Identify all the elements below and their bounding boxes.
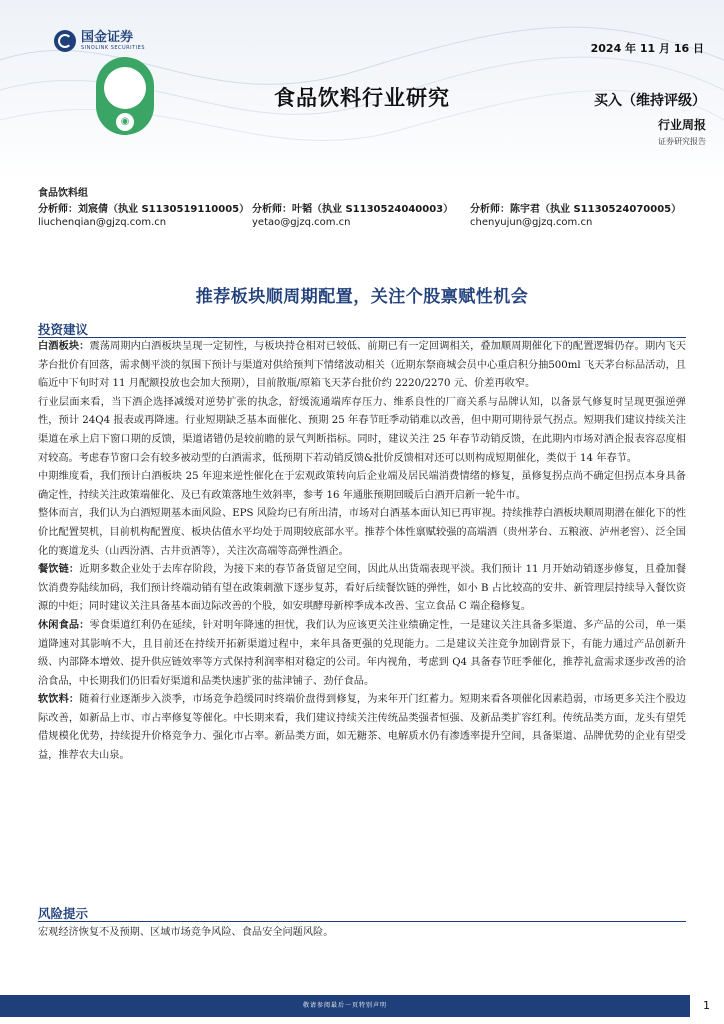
logo-mark-icon — [54, 30, 76, 52]
section-divider-risk — [38, 921, 686, 922]
report-category: 食品饮料行业研究 — [274, 86, 450, 110]
analyst-group: 食品饮料组 — [38, 188, 88, 199]
analyst-name-2: 分析师：叶韬（执业 S1130524040003） — [252, 204, 454, 215]
company-logo — [54, 30, 145, 52]
analyst-email-1[interactable]: liuchenqian@gjzq.com.cn — [38, 217, 167, 228]
logo-name-en: SINOLINK SECURITIES — [81, 44, 145, 51]
investment-rating: 买入（维持评级） — [594, 93, 706, 109]
section-heading-risk: 风险提示 — [38, 906, 89, 921]
investment-body — [38, 338, 686, 766]
analyst-email-3[interactable]: chenyujun@gjzq.com.cn — [470, 217, 593, 228]
report-title: 推荐板块顺周期配置，关注个股禀赋性机会 — [195, 287, 529, 307]
page-number: 1 — [703, 999, 710, 1012]
paragraph-industry: 行业层面来看，当下酒企选择减缓对逆势扩张的执念，舒缓流通端库存压力、维系良性的厂商关系与品牌认知，以备景气修复时呈现更强逆弹性，预计 24Q4 报表或再降速。行业短期缺乏基本面催化、预期 25 年春节旺季动销难以改善，但中期可期待景气拐点。短期我们建议持续关注渠道在承上启下窗口期的反馈，渠道诸错仍是较前瞻的景气判断指标。同时，建议关注 25 年春节动销反馈，在此期内市场对酒企报表容忍度相对较高。考虑春节窗口会有较多被动型的白酒需求，低预期下若动销反馈&批价反馈相对还可以则构成短期催化，类似于 14 年春节。 — [38, 396, 686, 464]
report-subtype: 证券研究报告 — [658, 137, 706, 146]
paragraph-midterm: 中期维度看，我们预计白酒板块 25 年迎来逆性催化在于宏观政策转向后企业端及居民端消费情绪的修复，虽修复拐点尚不确定但拐点本身具备确定性，持续关注政策端催化、及已有政策落地生效斜率，参考 16 年通胀预期回暖后白酒开启新一轮牛市。 — [38, 471, 686, 501]
paragraph-overall: 整体而言，我们认为白酒短期基本面风险、EPS 风险均已有所出清，市场对白酒基本面认知已再审视。持续推荐白酒板块顺周期潜在催化下的性价比配置契机，目前机构配置度、板块估值水平均处于周期较底部水平。推荐个体性禀赋较强的高端酒（贵州茅台、五粮液、泸州老窖）、泛全国化的赛道龙头（山西汾酒、古井贡酒等），关注次高端等高弹性酒企。 — [38, 508, 686, 557]
analyst-name-3: 分析师：陈宇君（执业 S1130524070005） — [470, 204, 682, 215]
analyst-email-2[interactable]: yetao@gjzq.com.cn — [252, 217, 351, 228]
paragraph-soft-drinks: 软饮料：随着行业逐渐步入淡季，市场竞争趋缓同时终端价盘得到修复，为来年开门红蓄力。短期来看各项催化因素趋弱，市场更多关注个股边际改善，如新品上市、市占率修复等催化。中长期来看，我们建议持续关注传统品类强者恒强、及新品类扩容红利。传统品类方面，龙头有望凭借规模化优势，持续提升价格竞争力、强化市占率。新品类方面，如无糖茶、电解质水仍有渗透率提升空间，具备渠道、品牌优势的企业有望受益，推荐农夫山泉。 — [38, 694, 687, 762]
logo-name-cn: 国金证券 — [81, 29, 134, 45]
section-heading-investment: 投资建议 — [38, 322, 89, 337]
analyst-name-1: 分析师：刘宸倩（执业 S1130519110005） — [38, 204, 250, 215]
wechat-icon: ◉ — [116, 113, 134, 131]
paragraph-baijiu: 白酒板块：震荡周期内白酒板块呈现一定韧性，与板块持仓相对已较低、前期已有一定回调相关，叠加顺周期催化下的配置逻辑仍存。期内飞天茅台批价有回落，需求侧平淡的氛围下预计与渠道对供给预判下情绪波动相关（近期东祭商城会员中心重启积分抽500ml 飞天茅台标品活动，且临近中下旬时对 11 月配额投放也会加大预期），目前散瓶/原箱飞天茅台批价约 2220/2270 元、价差再收窄。 — [38, 341, 686, 390]
risk-text: 宏观经济恢复不及预期、区域市场竞争风险、食品安全问题风险。 — [38, 927, 334, 938]
paragraph-catering: 餐饮链：近期多数企业处于去库存阶段，为接下来的春节备货留足空间，因此从出货端表现平淡。我们预计 11 月开始动销逐步修复，且叠加餐饮消费券陆续加码，我们预计终端动销有望在政策刺激下逐步复苏，看好后续餐饮链的弹性，如小 B 占比较高的安井、新管理层持续导入餐饮资源的中炬；同时建议关注具备基本面边际改善的个股，如安琪酵母新榨季成本改善、宝立食品 C 端企稳修复。 — [38, 564, 687, 613]
footer-disclaimer: 敬请参阅最后一页特别声明 — [0, 995, 690, 1017]
paragraph-snacks: 休闲食品：零食渠道红利仍在延续，针对明年降速的担忧，我们认为应该更关注业绩确定性，一是建议关注具备多渠道、多产品的公司，单一渠道降速对其影响不大，且目前还在持续开拓新渠道过程中，来年具备更强的兑现能力。二是建议关注竞争加剧背景下，有能力通过产品创新升级、内部降本增效、提升供应链效率等方式保持利润率相对稳定的公司。年内视角，考虑到 Q4 具备春节旺季催化，推荐礼盒需求逐步改善的洽洽食品，中长期我们仍旧看好渠道和品类快速扩张的盐津铺子、劲仔食品。 — [38, 619, 686, 687]
report-frequency: 行业周报 — [657, 118, 706, 132]
report-date: 2024 年 11 月 16 日 — [590, 42, 704, 55]
